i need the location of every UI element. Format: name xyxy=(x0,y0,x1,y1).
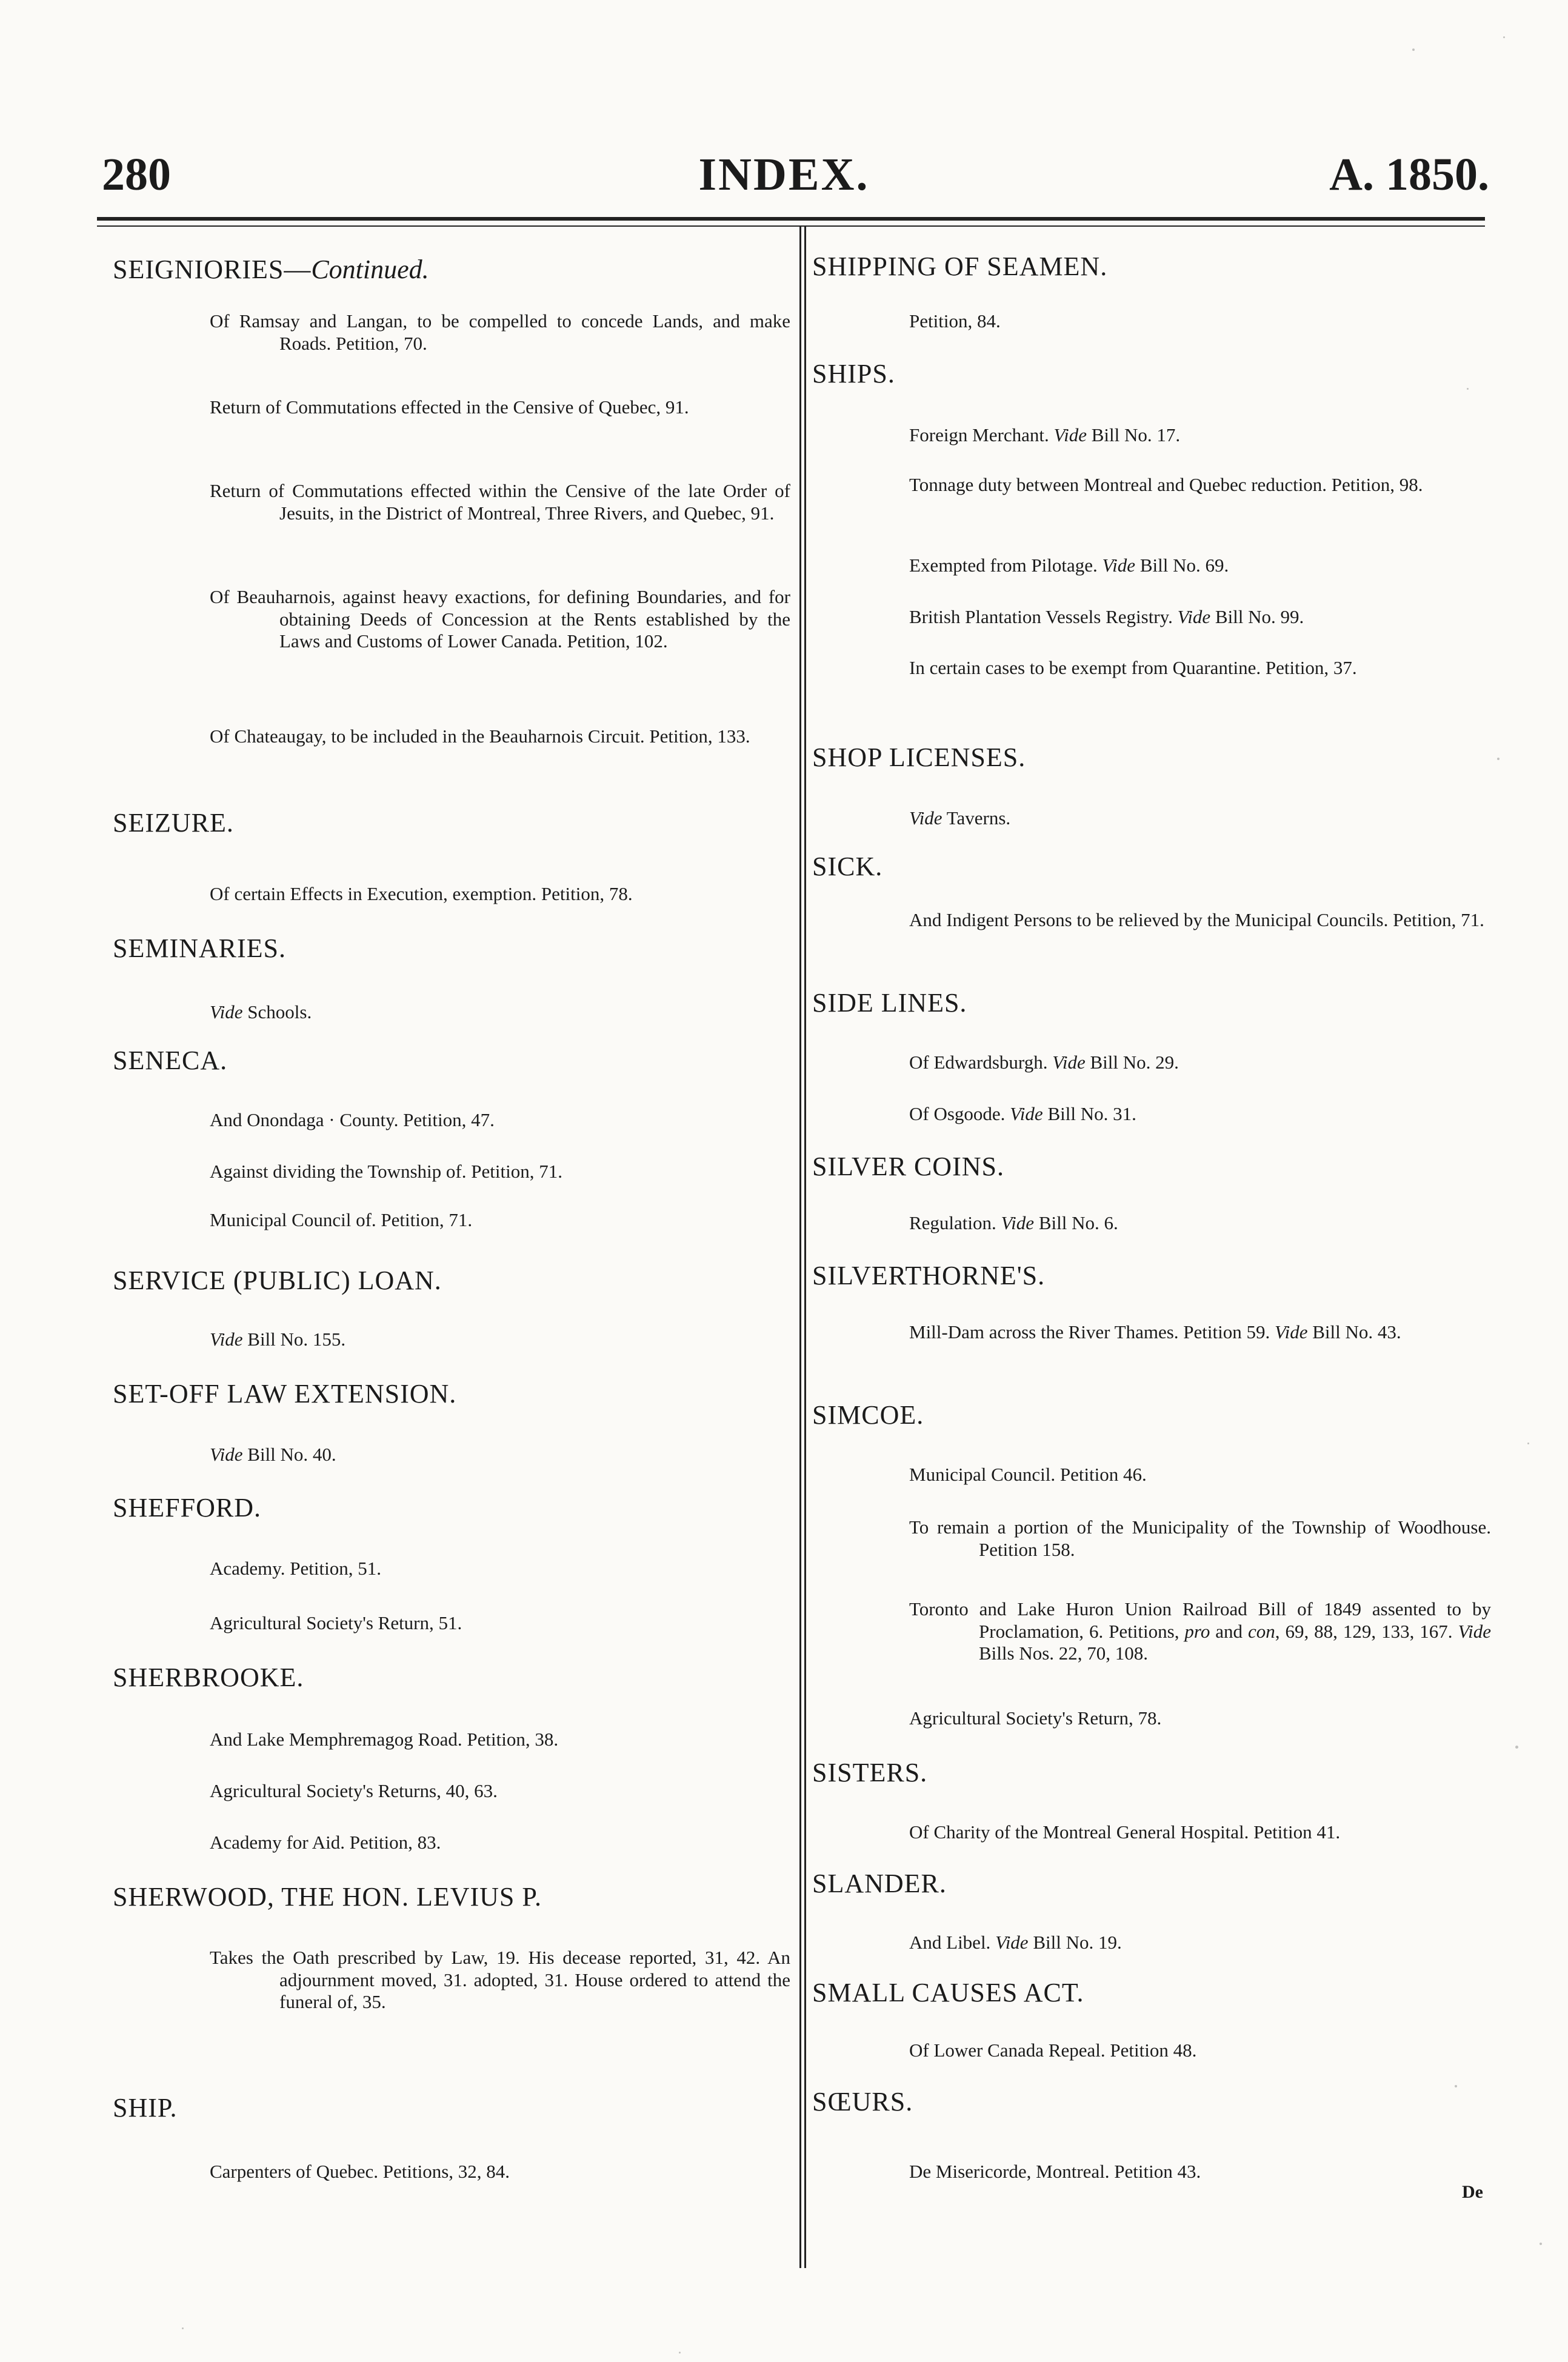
index-entry xyxy=(210,586,790,653)
entry-text: Of Osgoode. xyxy=(909,1103,1010,1124)
index-heading xyxy=(812,360,895,388)
index-entry xyxy=(909,807,1491,830)
vide-reference: pro xyxy=(1184,1620,1210,1642)
print-speck xyxy=(1527,1443,1529,1444)
index-entry xyxy=(210,1947,790,2013)
entry-text: Of Chateaugay, to be included in the Beauharnois Circuit. Petition, 133. xyxy=(210,726,750,747)
index-entry xyxy=(210,883,790,906)
entry-text: Bills Nos. 22, 70, 108. xyxy=(979,1643,1149,1664)
index-entry xyxy=(909,1103,1491,1126)
vide-reference: Vide xyxy=(1001,1212,1035,1233)
heading-text: SERVICE (PUBLIC) LOAN. xyxy=(113,1266,442,1295)
index-heading xyxy=(113,256,429,284)
vide-reference: Vide xyxy=(210,1001,243,1023)
index-heading xyxy=(812,1153,1004,1181)
index-heading xyxy=(113,1883,542,1911)
header-rule-thin xyxy=(97,225,1485,227)
heading-text: SIDE LINES. xyxy=(812,988,967,1018)
entry-text: Agricultural Society's Return, 78. xyxy=(909,1707,1162,1729)
index-entry xyxy=(909,555,1491,577)
heading-text: SENECA. xyxy=(113,1046,228,1075)
index-entry xyxy=(210,396,790,419)
index-heading xyxy=(113,1047,227,1075)
index-entry xyxy=(909,1932,1491,1954)
index-entry xyxy=(909,657,1491,679)
page-title: INDEX. xyxy=(698,149,870,200)
heading-text: SHIPS. xyxy=(812,359,895,389)
heading-text: SHIP. xyxy=(113,2093,178,2123)
entry-text: Bill No. 69. xyxy=(1135,555,1229,576)
index-entry xyxy=(210,310,790,355)
index-entry xyxy=(909,1321,1491,1344)
index-entry xyxy=(210,1209,790,1232)
index-entry xyxy=(909,1052,1491,1074)
page-number: 280 xyxy=(102,149,171,200)
index-heading xyxy=(812,1759,927,1787)
index-entry xyxy=(909,310,1491,333)
entry-text: and xyxy=(1210,1620,1249,1642)
heading-text: SICK. xyxy=(812,852,883,881)
index-entry xyxy=(210,1001,790,1024)
entry-text: Of certain Effects in Execution, exemption. Petition, 78. xyxy=(210,883,633,904)
index-heading xyxy=(812,1262,1045,1290)
heading-text: SŒURS. xyxy=(812,2087,913,2117)
print-speck xyxy=(1515,1746,1518,1749)
index-entry xyxy=(210,1109,790,1132)
column-divider-left xyxy=(799,225,801,2268)
entry-text: Taverns. xyxy=(942,807,1011,829)
entry-text: Tonnage duty between Montreal and Quebec reduction. Petition, 98. xyxy=(909,474,1423,495)
vide-reference: Vide xyxy=(1458,1620,1492,1642)
vide-reference: Vide xyxy=(210,1444,243,1465)
index-heading xyxy=(812,1979,1084,2007)
vide-reference: Vide xyxy=(995,1932,1029,1953)
entry-text: Toronto and Lake Huron Union Railroad Bill of 1849 assented to by Proclamation, 6. Petitions, xyxy=(909,1598,1491,1642)
entry-text: Academy. Petition, 51. xyxy=(210,1558,381,1579)
index-heading xyxy=(113,1380,456,1408)
heading-text: SHOP LICENSES. xyxy=(812,742,1026,772)
heading-text: SLANDER. xyxy=(812,1869,947,1898)
entry-text: Bill No. 6. xyxy=(1034,1212,1118,1233)
index-entry xyxy=(909,474,1491,496)
entry-text: Bill No. 17. xyxy=(1086,424,1181,445)
entry-text: Agricultural Society's Returns, 40, 63. xyxy=(210,1780,498,1801)
print-speck xyxy=(1540,2243,1542,2245)
entry-text: Bill No. 155. xyxy=(242,1329,346,1350)
index-entry xyxy=(909,1516,1491,1561)
index-heading xyxy=(113,1267,442,1295)
entry-text: Bill No. 31. xyxy=(1043,1103,1136,1124)
index-entry xyxy=(909,1821,1491,1844)
index-entry xyxy=(210,1161,790,1183)
heading-text: SILVER COINS. xyxy=(812,1152,1004,1181)
vide-reference: Vide xyxy=(1102,555,1136,576)
vide-reference: Vide xyxy=(1053,424,1087,445)
entry-text: Bill No. 19. xyxy=(1028,1932,1122,1953)
entry-text: Takes the Oath prescribed by Law, 19. His decease reported, 31, 42. An adjournment moved, 31. adopted, 31. House ordered to attend the funeral of, 35. xyxy=(210,1947,790,2013)
entry-text: Mill-Dam across the River Thames. Petition 59. xyxy=(909,1321,1275,1343)
index-entry xyxy=(909,909,1491,932)
entry-text: Schools. xyxy=(242,1001,312,1023)
index-entry xyxy=(210,1780,790,1803)
column-divider-right xyxy=(804,225,806,2268)
heading-text: SILVERTHORNE'S. xyxy=(812,1261,1046,1290)
print-speck xyxy=(1412,48,1415,51)
entry-text: Academy for Aid. Petition, 83. xyxy=(210,1832,441,1853)
print-speck xyxy=(1455,2085,1457,2087)
index-entry xyxy=(210,1329,790,1351)
index-heading xyxy=(113,935,286,962)
heading-text: SET-OFF LAW EXTENSION. xyxy=(113,1379,457,1409)
entry-text: Of Ramsay and Langan, to be compelled to concede Lands, and make Roads. Petition, 70. xyxy=(210,310,790,354)
vide-reference: Vide xyxy=(909,807,942,829)
page-header xyxy=(0,0,1568,230)
heading-text: SHERWOOD, THE HON. LEVIUS P. xyxy=(113,1882,542,1912)
index-entry xyxy=(909,606,1491,629)
index-heading xyxy=(812,744,1026,772)
entry-text: Of Lower Canada Repeal. Petition 48. xyxy=(909,2040,1197,2061)
entry-text: Against dividing the Township of. Petition, 71. xyxy=(210,1161,562,1182)
entry-text: Of Edwardsburgh. xyxy=(909,1052,1053,1073)
vide-reference: Vide xyxy=(1052,1052,1086,1073)
entry-text: Carpenters of Quebec. Petitions, 32, 84. xyxy=(210,2161,510,2182)
index-entry xyxy=(210,1612,790,1635)
index-heading xyxy=(812,853,882,881)
page-year: A. 1850. xyxy=(1329,149,1489,200)
index-heading xyxy=(113,1494,261,1522)
entry-text: And Lake Memphremagog Road. Petition, 38. xyxy=(210,1729,559,1750)
entry-text: And Libel. xyxy=(909,1932,996,1953)
index-entry xyxy=(909,2040,1491,2062)
heading-text: SISTERS. xyxy=(812,1758,928,1787)
entry-text: Of Beauharnois, against heavy exactions, for defining Boundaries, and for obtaining Deeds of Concession at the Rents established by the Laws and Customs of Lower Canada. Petition, 102. xyxy=(210,586,790,652)
entry-text: Return of Commutations effected within the Censive of the late Order of Jesuits, in the District of Montreal, Three Rivers, and Quebec, 91. xyxy=(210,480,790,524)
entry-text: Of Charity of the Montreal General Hospital. Petition 41. xyxy=(909,1821,1341,1843)
entry-text: De Misericorde, Montreal. Petition 43. xyxy=(909,2161,1201,2182)
print-speck xyxy=(1497,758,1500,760)
index-entry xyxy=(909,2161,1491,2183)
heading-text: SHIPPING OF SEAMEN. xyxy=(812,252,1108,281)
entry-text: Agricultural Society's Return, 51. xyxy=(210,1612,462,1633)
entry-text: And Onondaga · County. Petition, 47. xyxy=(210,1109,495,1130)
heading-text: SMALL CAUSES ACT. xyxy=(812,1978,1084,2007)
index-entry xyxy=(909,1598,1491,1665)
index-entry xyxy=(210,1558,790,1580)
vide-reference: con xyxy=(1248,1620,1275,1642)
entry-text: Bill No. 99. xyxy=(1210,606,1304,627)
index-heading xyxy=(812,1870,947,1898)
entry-text: Bill No. 29. xyxy=(1085,1052,1179,1073)
index-entry xyxy=(210,726,790,748)
header-rule-thick xyxy=(97,217,1485,221)
heading-text: SEMINARIES. xyxy=(113,933,287,963)
entry-text: Return of Commutations effected in the Censive of Quebec, 91. xyxy=(210,396,689,418)
index-entry xyxy=(909,1707,1491,1730)
index-heading xyxy=(113,1664,304,1692)
print-speck xyxy=(1467,388,1469,390)
heading-text: SEIZURE. xyxy=(113,808,234,838)
index-heading xyxy=(113,2094,178,2122)
entry-text: Petition, 84. xyxy=(909,310,1001,332)
entry-text: Bill No. 43. xyxy=(1307,1321,1401,1343)
vide-reference: Vide xyxy=(1274,1321,1308,1343)
heading-text: SHEFFORD. xyxy=(113,1493,261,1523)
entry-text: Foreign Merchant. xyxy=(909,424,1054,445)
index-entry xyxy=(210,1444,790,1466)
print-speck xyxy=(182,2327,184,2329)
index-heading xyxy=(812,1401,924,1429)
index-entry xyxy=(210,480,790,524)
catchword: De xyxy=(1462,2182,1483,2202)
entry-text: And Indigent Persons to be relieved by the Municipal Councils. Petition, 71. xyxy=(909,909,1484,930)
vide-reference: Vide xyxy=(1177,606,1211,627)
index-entry xyxy=(909,1464,1491,1486)
index-entry xyxy=(909,1212,1491,1235)
entry-text: Exempted from Pilotage. xyxy=(909,555,1103,576)
index-entry xyxy=(909,424,1491,447)
index-heading xyxy=(812,253,1107,281)
entry-text: In certain cases to be exempt from Quarantine. Petition, 37. xyxy=(909,657,1357,678)
index-entry xyxy=(210,1832,790,1854)
entry-text: Bill No. 40. xyxy=(242,1444,336,1465)
entry-text: Regulation. xyxy=(909,1212,1001,1233)
heading-text: SIMCOE. xyxy=(812,1400,924,1430)
entry-text: To remain a portion of the Municipality of the Township of Woodhouse. Petition 158. xyxy=(909,1516,1491,1560)
entry-text: British Plantation Vessels Registry. xyxy=(909,606,1178,627)
index-heading xyxy=(812,989,967,1017)
heading-continued: Continued. xyxy=(311,255,429,284)
heading-text: SEIGNIORIES— xyxy=(113,255,312,284)
entry-text: , 69, 88, 129, 133, 167. xyxy=(1275,1620,1458,1642)
index-heading xyxy=(113,809,234,837)
index-entry xyxy=(210,1729,790,1751)
entry-text: Municipal Council of. Petition, 71. xyxy=(210,1209,473,1230)
print-speck xyxy=(679,2352,681,2354)
vide-reference: Vide xyxy=(210,1329,243,1350)
index-entry xyxy=(210,2161,790,2183)
print-speck xyxy=(1503,36,1505,38)
entry-text: Municipal Council. Petition 46. xyxy=(909,1464,1147,1485)
heading-text: SHERBROOKE. xyxy=(113,1663,304,1692)
index-heading xyxy=(812,2088,913,2116)
vide-reference: Vide xyxy=(1010,1103,1043,1124)
